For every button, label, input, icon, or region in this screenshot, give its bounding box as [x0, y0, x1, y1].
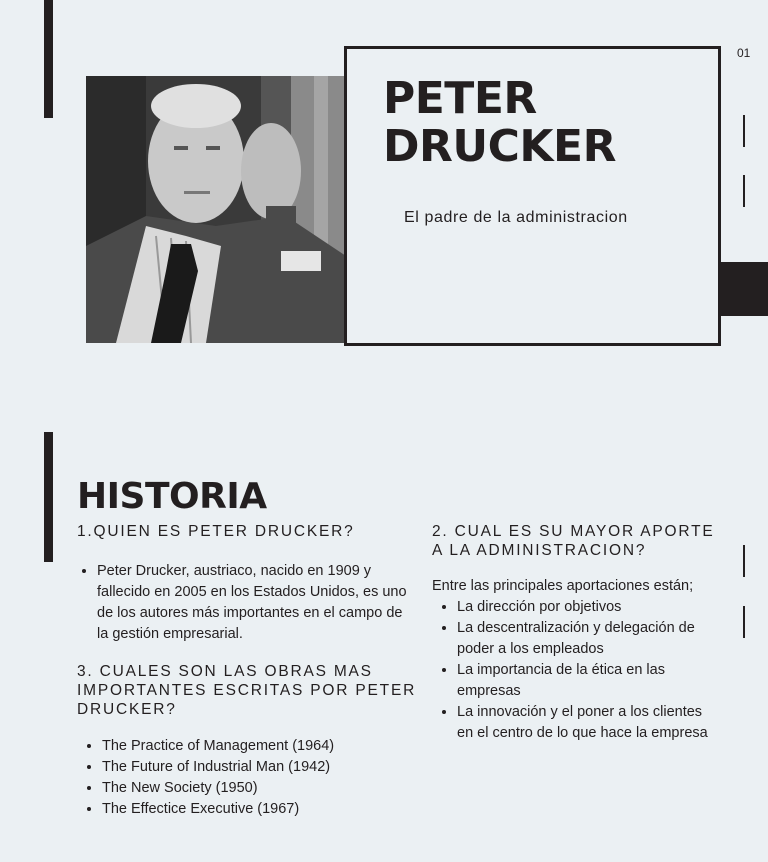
decor-bar-top-left — [44, 0, 53, 118]
question-2-list — [432, 597, 722, 744]
title-box — [344, 46, 721, 346]
list-item: • La dirección por objetivos — [457, 597, 722, 618]
list-item: • The Effectice Executive (1967) — [102, 799, 417, 820]
question-2-intro: Entre las principales aportaciones están; — [432, 578, 694, 594]
question-2 — [432, 522, 722, 744]
list-item: • La descentralización y delegación de poder a los empleados — [457, 618, 722, 660]
question-3-list — [77, 736, 417, 820]
decor-bar-mid-left — [44, 432, 53, 562]
question-1-list — [77, 561, 407, 645]
page-number: 01 — [737, 46, 751, 60]
question-3-heading: 3. CUALES SON LAS OBRAS MAS IMPORTANTES ESCRITAS POR PETER DRUCKER? — [77, 663, 417, 718]
page-title — [383, 75, 616, 171]
question-1-heading: 1.QUIEN ES PETER DRUCKER? — [77, 523, 355, 540]
list-item: • La importancia de la ética en las empresas — [457, 660, 722, 702]
decor-block-right — [715, 262, 768, 316]
decor-line-4 — [743, 606, 745, 638]
decor-line-2 — [743, 175, 745, 207]
question-1 — [77, 522, 407, 645]
title-line-2: DRUCKER — [383, 121, 616, 172]
list-item: • La innovación y el poner a los clientes en el centro de lo que hace la empresa — [457, 702, 722, 744]
decor-line-1 — [743, 115, 745, 147]
title-line-1: PETER — [383, 73, 537, 124]
list-item: • The Practice of Management (1964) — [102, 736, 417, 757]
page-subtitle: El padre de la administracion — [404, 209, 628, 226]
decor-line-3 — [743, 545, 745, 577]
section-title: HISTORIA — [77, 476, 267, 517]
question-3 — [77, 662, 417, 820]
question-2-heading: 2. CUAL ES SU MAYOR APORTE A LA ADMINISTRACION? — [432, 523, 715, 559]
portrait-photo — [86, 76, 346, 343]
list-item: • Peter Drucker, austriaco, nacido en 1909 y fallecido en 2005 en los Estados Unidos, es uno de los autores más importantes en el campo de la gestión empresarial. — [97, 561, 407, 645]
list-item: • The Future of Industrial Man (1942) — [102, 757, 417, 778]
list-item: • The New Society (1950) — [102, 778, 417, 799]
